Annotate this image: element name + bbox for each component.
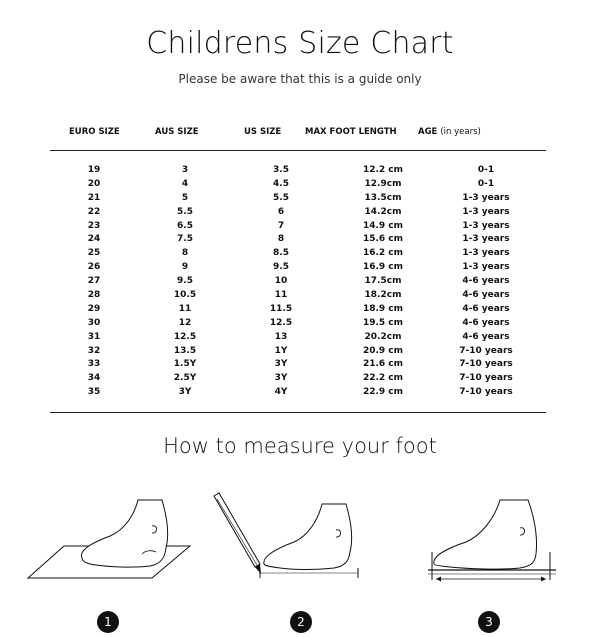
foot-length-cell: 20.9 cm <box>362 345 404 356</box>
us-size-cell: 8.5 <box>273 248 289 259</box>
aus-size-cell: 5 <box>181 192 189 203</box>
foot-length-cell: 16.2 cm <box>362 248 404 259</box>
age-cell: 1-3 years <box>462 262 510 273</box>
us-size-cell: 11.5 <box>269 303 293 314</box>
step-1-badge: 1 <box>97 611 119 633</box>
aus-size-cell: 12 <box>178 317 192 328</box>
foot-length-cell: 20.2cm <box>364 331 402 342</box>
header-age <box>418 127 481 137</box>
foot-length-icon <box>420 488 570 584</box>
table-row <box>0 289 600 303</box>
euro-size-cell: 24 <box>87 234 101 245</box>
age-cell: 1-3 years <box>462 206 510 217</box>
euro-size-cell: 29 <box>87 303 101 314</box>
us-size-cell: 5.5 <box>273 192 289 203</box>
euro-size-cell: 30 <box>87 317 101 328</box>
us-size-cell: 4Y <box>274 387 288 398</box>
euro-size-cell: 31 <box>87 331 101 342</box>
foot-length-cell: 12.2 cm <box>362 165 404 175</box>
euro-size-cell: 28 <box>87 290 101 301</box>
table-row <box>0 220 600 234</box>
header-age-unit: (in years) <box>440 127 481 137</box>
foot-length-cell: 12.9cm <box>364 178 402 189</box>
foot-length-cell: 21.6 cm <box>362 359 404 370</box>
foot-length-cell: 15.6 cm <box>362 234 404 245</box>
table-row <box>0 192 600 206</box>
foot-length-cell: 22.2 cm <box>362 373 404 384</box>
table-row <box>0 317 600 331</box>
age-cell: 1-3 years <box>462 248 510 259</box>
us-size-cell: 8 <box>277 234 285 245</box>
aus-size-cell: 5.5 <box>177 206 193 217</box>
foot-length-cell: 19.5 cm <box>362 317 404 328</box>
us-size-cell: 12.5 <box>269 317 293 328</box>
us-size-cell: 11 <box>274 290 288 301</box>
age-cell: 1-3 years <box>462 220 510 231</box>
euro-size-cell: 19 <box>87 165 101 175</box>
us-size-cell: 3Y <box>274 359 288 370</box>
us-size-cell: 7 <box>277 220 285 231</box>
table-row <box>0 247 600 261</box>
euro-size-cell: 25 <box>87 248 101 259</box>
age-cell: 4-6 years <box>462 276 510 287</box>
euro-size-cell: 35 <box>87 387 101 398</box>
aus-size-cell: 3 <box>181 165 189 175</box>
euro-size-cell: 27 <box>87 276 101 287</box>
euro-size-cell: 33 <box>87 359 101 370</box>
euro-size-cell: 23 <box>87 220 101 231</box>
foot-on-paper-icon <box>24 488 196 584</box>
euro-size-cell: 21 <box>87 192 101 203</box>
euro-size-cell: 20 <box>87 178 101 189</box>
table-header <box>0 127 600 141</box>
table-row <box>0 275 600 289</box>
aus-size-cell: 1.5Y <box>173 359 197 370</box>
age-cell: 4-6 years <box>462 290 510 301</box>
page-title: Childrens Size Chart <box>146 26 454 61</box>
us-size-cell: 1Y <box>274 345 288 356</box>
header-age-label: AGE <box>418 127 438 137</box>
table-bottom-divider <box>50 412 546 413</box>
header-us-size: US SIZE <box>244 127 282 137</box>
size-table-body <box>0 164 600 400</box>
foot-length-cell: 18.9 cm <box>362 303 404 314</box>
euro-size-cell: 32 <box>87 345 101 356</box>
us-size-cell: 4.5 <box>273 178 289 189</box>
foot-length-cell: 22.9 cm <box>362 387 404 398</box>
foot-length-cell: 14.2cm <box>364 206 402 217</box>
table-row <box>0 358 600 372</box>
age-cell: 4-6 years <box>462 317 510 328</box>
us-size-cell: 13 <box>274 331 288 342</box>
aus-size-cell: 12.5 <box>173 331 197 342</box>
euro-size-cell: 26 <box>87 262 101 273</box>
step-3-badge: 3 <box>478 611 500 633</box>
euro-size-cell: 22 <box>87 206 101 217</box>
foot-length-cell: 16.9 cm <box>362 262 404 273</box>
age-cell: 4-6 years <box>462 331 510 342</box>
table-row <box>0 261 600 275</box>
aus-size-cell: 8 <box>181 248 189 259</box>
aus-size-cell: 9.5 <box>177 276 193 287</box>
us-size-cell: 10 <box>274 276 288 287</box>
table-row <box>0 206 600 220</box>
header-aus-size: AUS SIZE <box>155 127 199 137</box>
age-cell: 0-1 <box>477 165 495 175</box>
table-row <box>0 331 600 345</box>
table-row <box>0 303 600 317</box>
aus-size-cell: 3Y <box>178 387 192 398</box>
header-divider <box>50 150 546 151</box>
foot-length-cell: 17.5cm <box>364 276 402 287</box>
header-max-foot-length: MAX FOOT LENGTH <box>305 127 397 137</box>
table-row <box>0 372 600 386</box>
age-cell: 7-10 years <box>459 387 513 398</box>
aus-size-cell: 7.5 <box>177 234 193 245</box>
age-cell: 7-10 years <box>459 345 513 356</box>
table-row <box>0 178 600 192</box>
age-cell: 1-3 years <box>462 192 510 203</box>
us-size-cell: 3Y <box>274 373 288 384</box>
table-row <box>0 164 600 178</box>
table-row <box>0 345 600 359</box>
age-cell: 1-3 years <box>462 234 510 245</box>
euro-size-cell: 34 <box>87 373 101 384</box>
table-row <box>0 386 600 400</box>
foot-length-cell: 13.5cm <box>364 192 402 203</box>
pencil-tracing-icon <box>208 488 368 584</box>
aus-size-cell: 13.5 <box>173 345 197 356</box>
table-row <box>0 233 600 247</box>
us-size-cell: 3.5 <box>273 165 289 175</box>
measure-section-title: How to measure your foot <box>163 434 437 458</box>
age-cell: 7-10 years <box>459 359 513 370</box>
foot-length-cell: 14.9 cm <box>362 220 404 231</box>
us-size-cell: 6 <box>277 206 285 217</box>
age-cell: 7-10 years <box>459 373 513 384</box>
foot-length-cell: 18.2cm <box>364 290 402 301</box>
age-cell: 4-6 years <box>462 303 510 314</box>
header-euro-size: EURO SIZE <box>69 127 120 137</box>
page-subtitle: Please be aware that this is a guide only <box>178 72 422 86</box>
aus-size-cell: 10.5 <box>173 290 197 301</box>
age-cell: 0-1 <box>477 178 495 189</box>
aus-size-cell: 4 <box>181 178 189 189</box>
aus-size-cell: 11 <box>178 303 192 314</box>
step-2-badge: 2 <box>290 611 312 633</box>
us-size-cell: 9.5 <box>273 262 289 273</box>
aus-size-cell: 2.5Y <box>173 373 197 384</box>
aus-size-cell: 9 <box>181 262 189 273</box>
aus-size-cell: 6.5 <box>177 220 193 231</box>
